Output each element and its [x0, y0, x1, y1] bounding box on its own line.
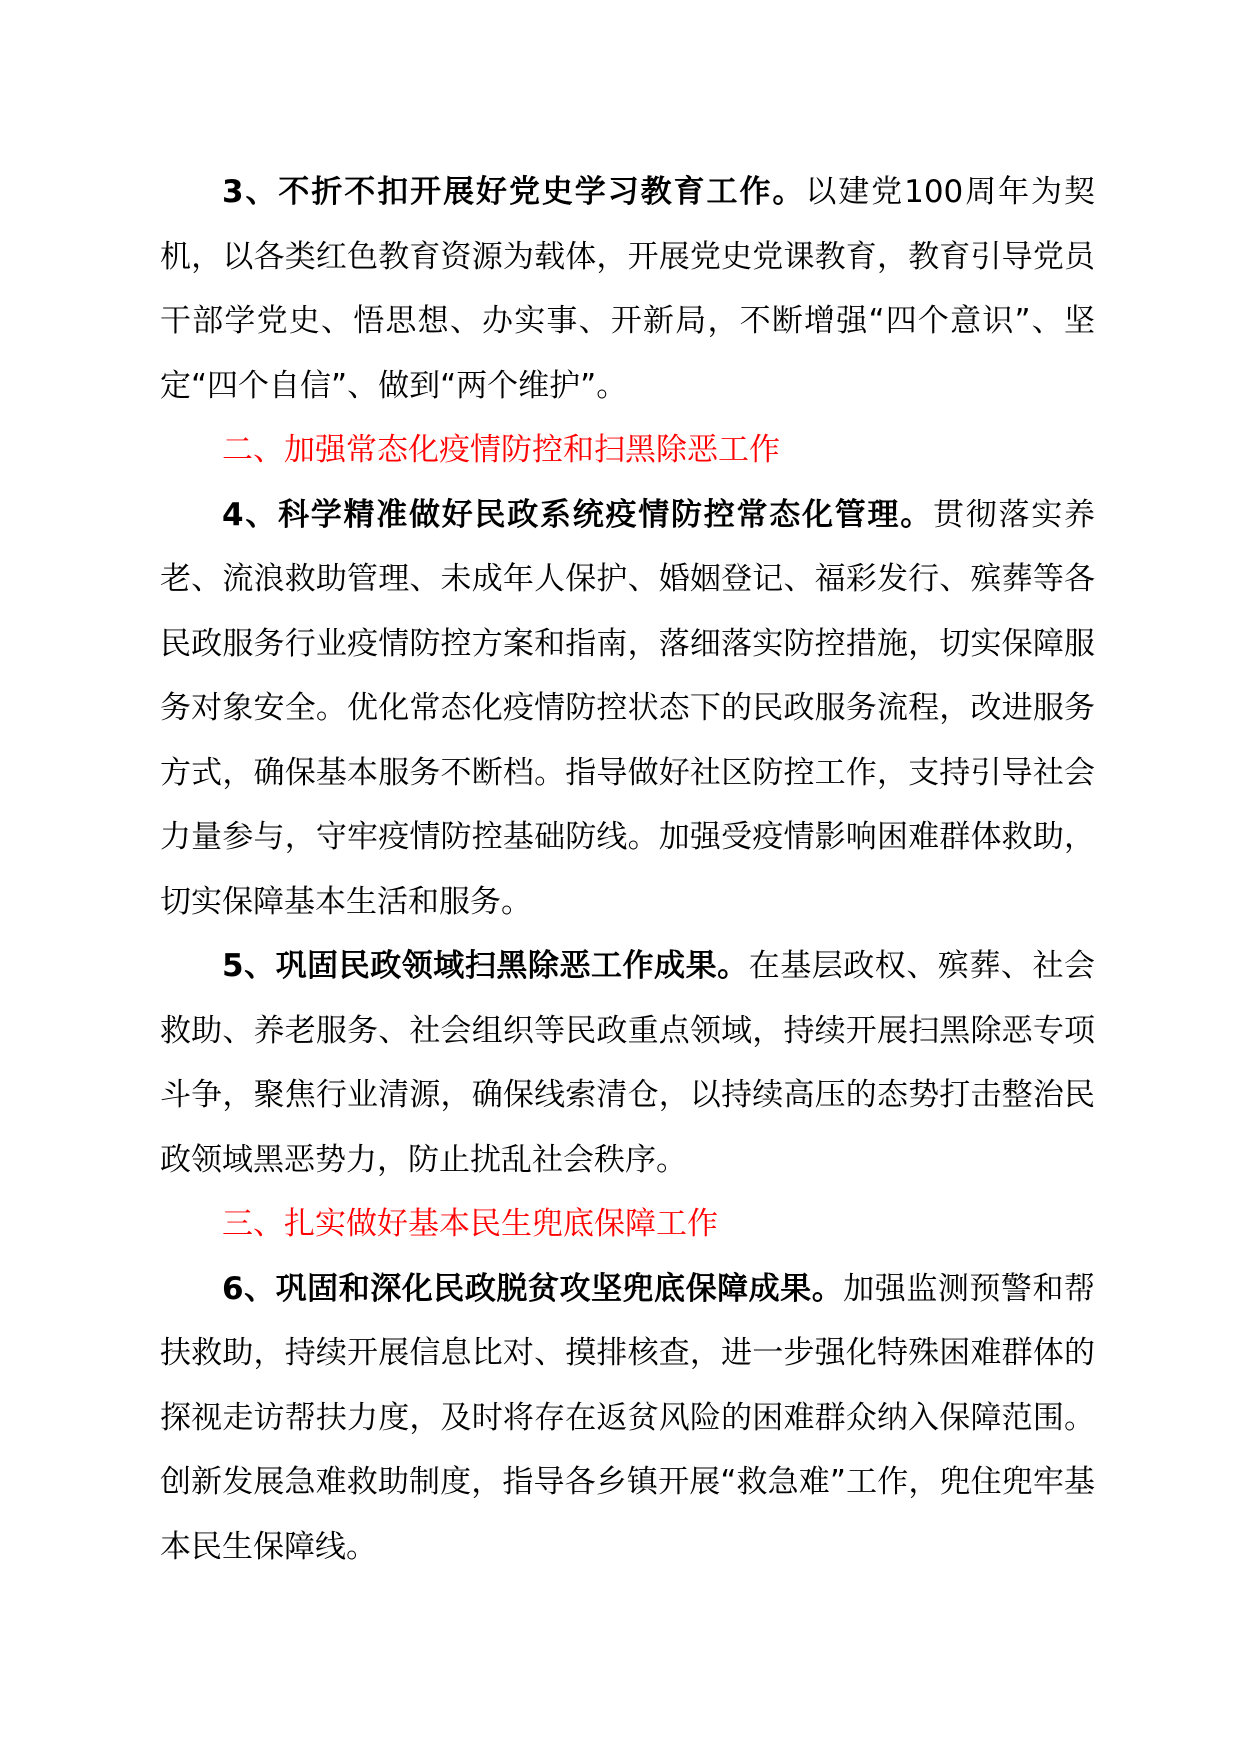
- paragraph-poverty-alleviation: [160, 1257, 1095, 1580]
- paragraph-text: 加强监测预警和帮扶救助，持续开展信息比对、摸排核查，进一步强化特殊困难群体的探视走访帮扶力度，及时将存在返贫风险的困难群众纳入保障范围。创新发展急难救助制度，指导各乡镇开展“救急难”工作，兜住兜牢基本民生保障线。: [160, 1270, 1096, 1565]
- paragraph-lead: 6、巩固和深化民政脱贫攻坚兜底保障成果。: [222, 1270, 844, 1307]
- paragraph-text: 在基层政权、殡葬、社会救助、养老服务、社会组织等民政重点领域，持续开展扫黑除恶专项斗争，聚焦行业清源，确保线索清仓，以持续高压的态势打击整治民政领域黑恶势力，防止扰乱社会秩序。: [160, 948, 1095, 1178]
- paragraph-epidemic-management: [160, 483, 1095, 935]
- paragraph-text: 以建党100周年为契机，以各类红色教育资源为载体，开展党史党课教育，教育引导党员干部学党史、悟思想、办实事、开新局，不断增强“四个意识”、坚定“四个自信”、做到“两个维护”。: [160, 174, 1095, 404]
- section-heading-livelihood: 三、扎实做好基本民生兜底保障工作: [222, 1206, 718, 1242]
- paragraph-lead: 4、科学精准做好民政系统疫情防控常态化管理。: [222, 496, 934, 533]
- document-page: [160, 160, 1095, 1579]
- section-heading-epidemic-control: 二、加强常态化疫情防控和扫黑除恶工作: [222, 432, 780, 468]
- paragraph-text: 贯彻落实养老、流浪救助管理、未成年人保护、婚姻登记、福彩发行、殡葬等各民政服务行业疫情防控方案和指南，落细落实防控措施，切实保障服务对象安全。优化常态化疫情防控状态下的民政服务流程，改进服务方式，确保基本服务不断档。指导做好社区防控工作，支持引导社会力量参与，守牢疫情防控基础防线。加强受疫情影响困难群体救助，切实保障基本生活和服务。: [160, 496, 1096, 920]
- paragraph-lead: 5、巩固民政领域扫黑除恶工作成果。: [222, 948, 749, 984]
- paragraph-lead: 3、不折不扣开展好党史学习教育工作。: [222, 174, 806, 210]
- paragraph-anti-crime: [160, 934, 1095, 1192]
- paragraph-party-history: [160, 160, 1095, 418]
